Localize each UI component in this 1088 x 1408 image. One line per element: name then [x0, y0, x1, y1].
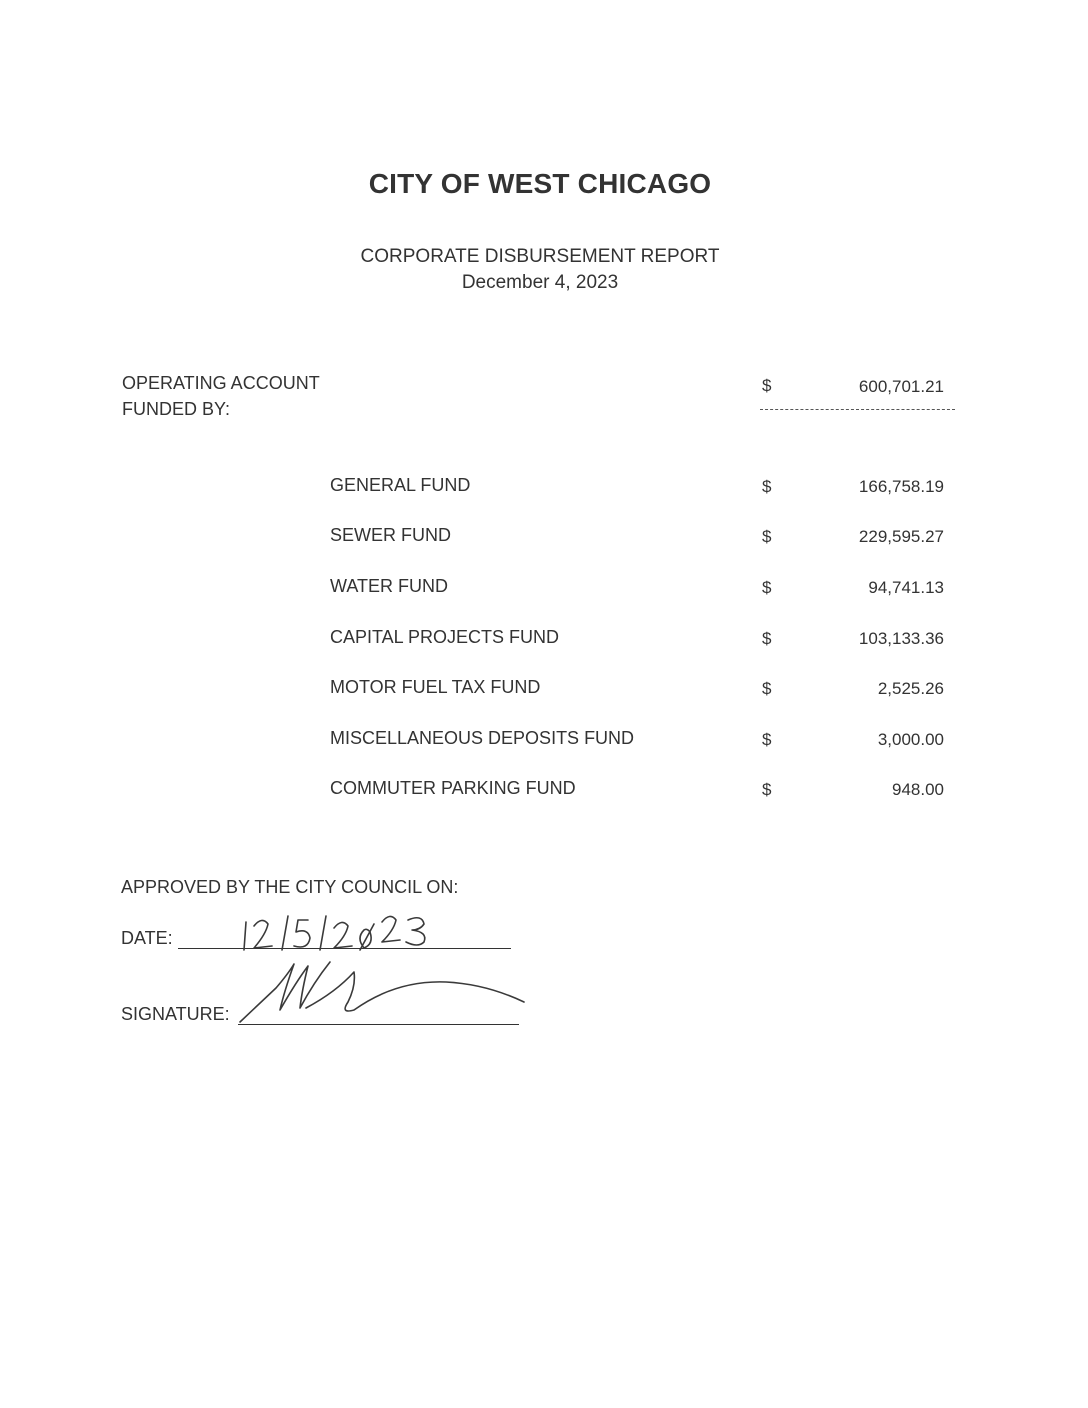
- approval-statement: APPROVED BY THE CITY COUNCIL ON:: [121, 877, 459, 897]
- fund-currency: $: [762, 629, 772, 648]
- handwritten-date: [236, 910, 446, 958]
- fund-currency: $: [762, 477, 772, 496]
- fund-row: [0, 525, 1088, 551]
- fund-row: [0, 576, 1088, 602]
- fund-name: MISCELLANEOUS DEPOSITS FUND: [330, 728, 635, 748]
- fund-currency: $: [762, 679, 772, 698]
- handwritten-signature: [236, 952, 531, 1032]
- fund-row: [0, 677, 1088, 703]
- date-label: DATE:: [121, 928, 173, 948]
- fund-amount: 3,000.00: [877, 730, 944, 749]
- signature-label: SIGNATURE:: [121, 1004, 230, 1024]
- fund-name: SEWER FUND: [330, 525, 451, 545]
- operating-account-label: OPERATING ACCOUNT: [122, 373, 320, 393]
- total-underline: [760, 409, 955, 410]
- fund-amount: 229,595.27: [858, 527, 944, 546]
- fund-row: [0, 728, 1088, 754]
- fund-amount: 948.00: [892, 780, 944, 799]
- fund-currency: $: [762, 780, 772, 799]
- fund-amount: 103,133.36: [858, 629, 944, 648]
- fund-name: WATER FUND: [330, 576, 448, 596]
- fund-amount: 94,741.13: [868, 578, 944, 597]
- funded-by-label: FUNDED BY:: [122, 399, 231, 419]
- fund-amount: 2,525.26: [877, 679, 944, 698]
- fund-name: MOTOR FUEL TAX FUND: [330, 677, 541, 697]
- page-title: CITY OF WEST CHICAGO: [368, 168, 712, 199]
- fund-amount: 166,758.19: [858, 477, 944, 496]
- fund-currency: $: [762, 730, 772, 749]
- fund-currency: $: [762, 578, 772, 597]
- fund-name: CAPITAL PROJECTS FUND: [330, 627, 560, 647]
- operating-account-currency: $: [762, 376, 772, 395]
- fund-name: GENERAL FUND: [330, 475, 471, 495]
- fund-row: [0, 627, 1088, 653]
- fund-currency: $: [762, 527, 772, 546]
- fund-row: [0, 778, 1088, 804]
- operating-account-amount: 600,701.21: [858, 377, 944, 396]
- report-date: December 4, 2023: [461, 272, 619, 293]
- fund-row: [0, 475, 1088, 501]
- fund-name: COMMUTER PARKING FUND: [330, 778, 576, 798]
- report-subtitle: CORPORATE DISBURSEMENT REPORT: [360, 246, 720, 267]
